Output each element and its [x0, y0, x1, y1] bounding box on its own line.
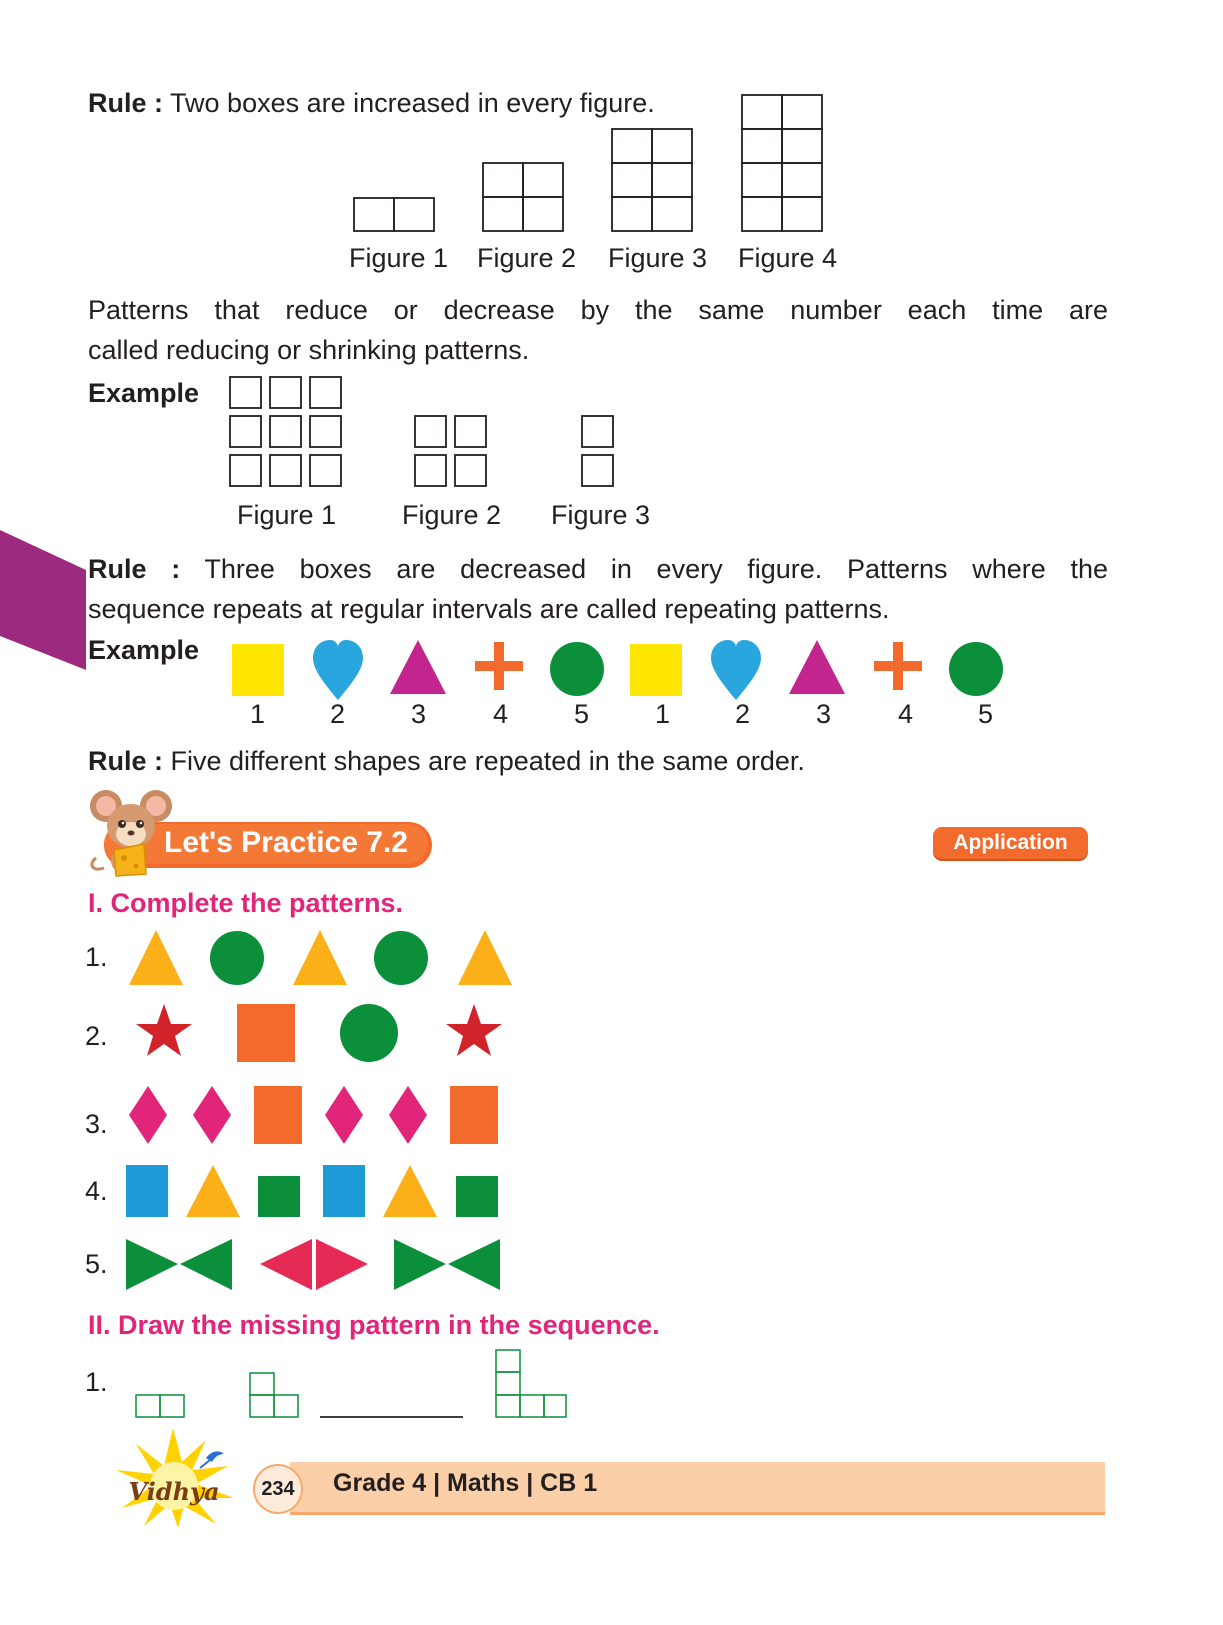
page-number: 234: [253, 1464, 303, 1514]
amber-triangle-icon: [186, 1165, 240, 1217]
shape-number: 2: [330, 699, 346, 729]
shape-number: 3: [816, 699, 832, 729]
question-1-heading: I. Complete the patterns.: [88, 888, 404, 918]
shape-number: 1: [655, 699, 671, 729]
rule-text: Five different shapes are repeated in the same order.: [163, 746, 805, 776]
repeating-shapes: [225, 638, 1025, 698]
shrinking-figures: [225, 372, 625, 492]
item-number: 1.: [85, 942, 108, 972]
growing-figure-3: [612, 129, 692, 231]
fig-label: Figure 4: [738, 243, 838, 273]
footer-title: [333, 1469, 597, 1498]
item-number: 5.: [85, 1249, 108, 1279]
sequence-figure-4: [496, 1350, 566, 1417]
shrinking-figure-1: [230, 377, 341, 486]
pink-diamond-icon: [325, 1086, 363, 1144]
green-triangle-left-icon: [448, 1239, 500, 1290]
green-circle-icon: [374, 931, 428, 985]
pattern-row-5: [126, 1239, 500, 1290]
growing-figures: [340, 90, 840, 235]
shape-number: 2: [735, 699, 751, 729]
green-circle-icon: [340, 1004, 398, 1062]
intro-line-1: Patterns that reduce or decrease by the same number each time are: [88, 295, 1108, 325]
practice-shapes: [120, 925, 520, 1295]
shape-number: 4: [493, 699, 509, 729]
example-label-2: Example: [88, 635, 200, 665]
rule-label: Rule :: [88, 88, 164, 118]
question-2-heading: II. Draw the missing pattern in the sequence.: [88, 1310, 660, 1340]
item-number: 4.: [85, 1176, 108, 1206]
pattern-row-2: [136, 1004, 502, 1062]
logo-text: Vidhya: [128, 1477, 220, 1506]
sequence-figure-1: [136, 1395, 184, 1417]
pattern-row-4: [126, 1165, 498, 1217]
amber-triangle-icon: [458, 930, 512, 985]
shrinking-figure-3: [582, 416, 613, 486]
green-triangle-left-icon: [180, 1239, 232, 1290]
orange-cross-icon: [475, 642, 523, 690]
fig-label: Figure 2: [402, 500, 502, 530]
orange-square-icon: [450, 1086, 498, 1144]
application-badge: Application: [933, 827, 1088, 859]
rule-label: Rule :: [88, 554, 181, 584]
magenta-triangle-icon: [390, 640, 446, 694]
fig-label: Figure 3: [608, 243, 708, 273]
fig-label: Figure 3: [551, 500, 651, 530]
rule-2-line-1: [88, 549, 1108, 590]
green-circle-icon: [949, 642, 1003, 696]
fig-label: Figure 1: [349, 243, 449, 273]
shape-number: 3: [411, 699, 427, 729]
fig-label: Figure 1: [237, 500, 337, 530]
yellow-square-icon: [630, 644, 682, 696]
green-square-icon: [456, 1176, 498, 1217]
rule-3: [88, 741, 805, 782]
item-number: 1.: [85, 1367, 108, 1397]
growing-figure-1: [354, 198, 434, 231]
green-triangle-right-icon: [126, 1239, 178, 1290]
item-number: 2.: [85, 1021, 108, 1051]
amber-triangle-icon: [383, 1165, 437, 1217]
blue-rectangle-icon: [323, 1165, 365, 1217]
sequence-figure-2: [250, 1373, 298, 1417]
intro-line-2: called reducing or shrinking patterns.: [88, 335, 530, 365]
crimson-triangle-right-icon: [316, 1239, 368, 1290]
green-circle-icon: [210, 931, 264, 985]
pattern-row-3: [129, 1086, 498, 1144]
vidhya-logo: [88, 1428, 263, 1528]
magenta-triangle-icon: [789, 640, 845, 694]
green-triangle-right-icon: [394, 1239, 446, 1290]
green-circle-icon: [550, 642, 604, 696]
grade: Grade 4: [333, 1469, 427, 1497]
shape-number: 4: [898, 699, 914, 729]
practice-title: Let's Practice 7.2: [164, 826, 408, 859]
book: CB 1: [540, 1469, 598, 1497]
example-label: Example: [88, 378, 200, 408]
shape-number: 5: [574, 699, 590, 729]
shape-number: 5: [978, 699, 994, 729]
item-number: 3.: [85, 1109, 108, 1139]
growing-figure-4: [742, 95, 822, 231]
bird-icon: [200, 1451, 224, 1468]
growing-figure-2: [483, 163, 563, 231]
pink-diamond-icon: [193, 1086, 231, 1144]
separator: |: [526, 1469, 534, 1497]
crimson-triangle-left-icon: [260, 1239, 312, 1290]
pattern-row-1: [129, 930, 512, 985]
pink-diamond-icon: [129, 1086, 167, 1144]
rule-text: Two boxes are increased in every figure.: [163, 88, 655, 118]
orange-square-icon: [254, 1086, 302, 1144]
red-star-icon: [136, 1004, 192, 1056]
pink-diamond-icon: [389, 1086, 427, 1144]
green-square-icon: [258, 1176, 300, 1217]
fig-label: Figure 2: [477, 243, 577, 273]
red-star-icon: [446, 1004, 502, 1056]
amber-triangle-icon: [129, 930, 183, 985]
rule-2-line-2: sequence repeats at regular intervals are called repeating patterns.: [88, 594, 890, 624]
orange-cross-icon: [874, 642, 922, 690]
blue-rectangle-icon: [126, 1165, 168, 1217]
shape-number: 1: [250, 699, 266, 729]
missing-pattern-sequence: [130, 1345, 580, 1425]
shrinking-figure-2: [415, 416, 486, 486]
separator: |: [433, 1469, 441, 1497]
rule-label: Rule :: [88, 746, 164, 776]
blue-heart-icon: [711, 640, 761, 700]
rule-text: Three boxes are decreased in every figure. Patterns where the: [204, 554, 1108, 584]
yellow-square-icon: [232, 644, 284, 696]
blue-heart-icon: [313, 640, 363, 700]
side-tab: [0, 530, 90, 675]
subject: Maths: [447, 1469, 520, 1497]
orange-square-icon: [237, 1004, 295, 1062]
amber-triangle-icon: [293, 930, 347, 985]
